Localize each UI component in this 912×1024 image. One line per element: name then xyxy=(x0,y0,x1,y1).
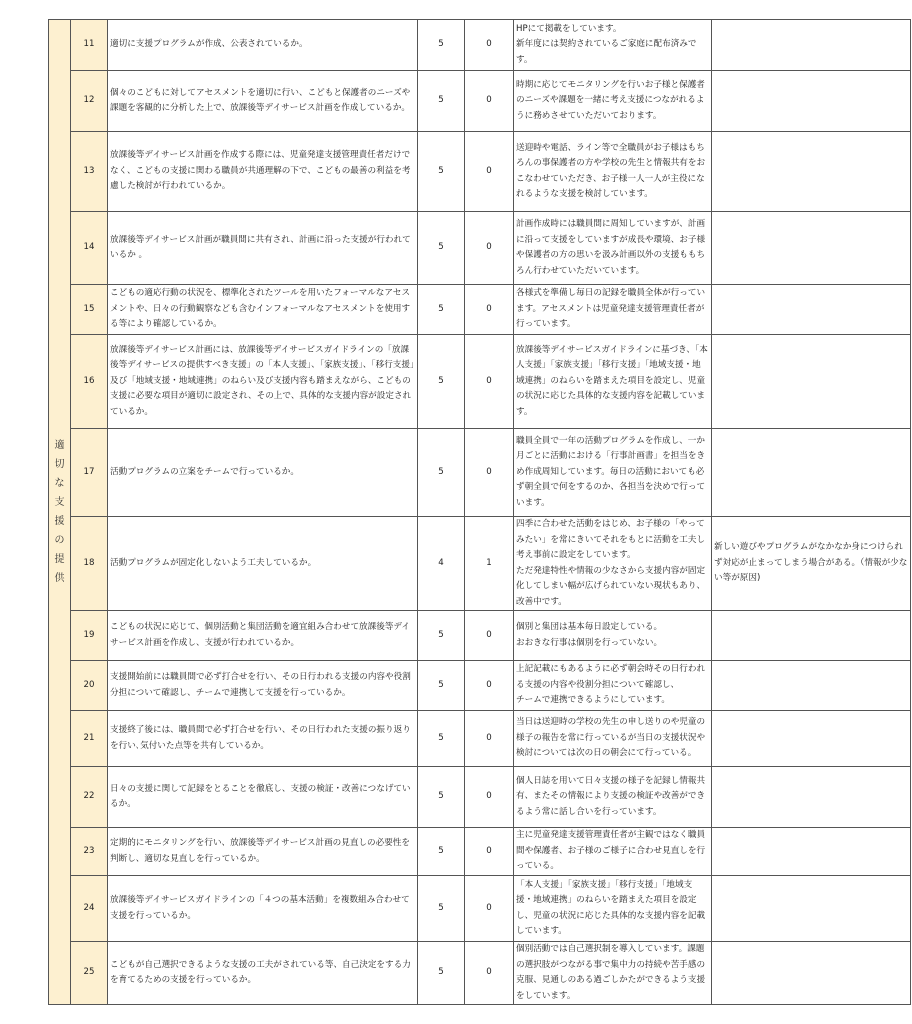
improvement-note xyxy=(712,767,911,828)
item-number: 21 xyxy=(71,711,108,767)
item-number: 24 xyxy=(71,876,108,942)
question-text: 放課後等デイサービス計画を作成する際には、児童発達支援管理責任者だけでなく、こどもの支援に関わる職員が共通理解の下で、こどもの最善の利益を考慮した検討が行われているか。 xyxy=(108,132,418,212)
improvement-note xyxy=(712,429,911,517)
yes-count: 5 xyxy=(418,71,465,132)
facility-answer: 「本人支援」「家族支援」「移行支援」「地域支援・地域連携」のねらいを踏まえた項目を設定し、児童の状況に応じた具体的な支援内容を記載しています。 xyxy=(514,876,712,942)
facility-answer: 四季に合わせた活動をはじめ、お子様の「やってみたい」を常にきいてそれをもとに活動を工夫し考え事前に設定をしています。 ただ発達特性や情報の少なさから支援内容が固定化してしまい幅が広げられていない現状もあり、改善中です。 xyxy=(514,517,712,611)
item-number: 23 xyxy=(71,828,108,876)
question-text: 放課後等デイサービスガイドラインの「４つの基本活動」を複数組み合わせて支援を行っているか。 xyxy=(108,876,418,942)
improvement-note xyxy=(712,876,911,942)
question-text: 支援開始前には職員間で必ず打合せを行い、その日行われる支援の内容や役割分担について確認し、チームで連携して支援を行っているか。 xyxy=(108,661,418,711)
item-number: 20 xyxy=(71,661,108,711)
improvement-note xyxy=(712,20,911,71)
table-row xyxy=(49,285,911,335)
question-text: 適切に支援プログラムが作成、公表されているか。 xyxy=(108,20,418,71)
yes-count: 5 xyxy=(418,429,465,517)
yes-count: 5 xyxy=(418,711,465,767)
category-label: 適切な支援の提供 xyxy=(54,440,65,584)
question-text: 活動プログラムの立案をチームで行っているか。 xyxy=(108,429,418,517)
yes-count: 4 xyxy=(418,517,465,611)
item-number: 19 xyxy=(71,611,108,661)
table-row xyxy=(49,71,911,132)
no-count: 0 xyxy=(465,611,514,661)
table-row xyxy=(49,212,911,285)
no-count: 0 xyxy=(465,285,514,335)
facility-answer: 時期に応じてモニタリングを行いお子様と保護者のニーズや課題を一緒に考え支援につながれるように務めさせていただいております。 xyxy=(514,71,712,132)
facility-answer: 放課後等デイサービスガイドラインに基づき、「本人支援」「家族支援」「移行支援」「地域支援・地域連携」のねらいを踏まえた項目を設定し、児童の状況に応じた具体的な支援内容を記載しています。 xyxy=(514,335,712,429)
item-number: 17 xyxy=(71,429,108,517)
yes-count: 5 xyxy=(418,661,465,711)
question-text: 日々の支援に関して記録をとることを徹底し、支援の検証・改善につなげているか。 xyxy=(108,767,418,828)
facility-answer: 当日は送迎時の学校の先生の申し送りのや児童の様子の報告を常に行っているが当日の支援状況や検討については次の日の朝会にて行っている。 xyxy=(514,711,712,767)
yes-count: 5 xyxy=(418,132,465,212)
improvement-note xyxy=(712,71,911,132)
item-number: 16 xyxy=(71,335,108,429)
evaluation-table xyxy=(48,19,911,1005)
item-number: 22 xyxy=(71,767,108,828)
improvement-note xyxy=(712,828,911,876)
table-row xyxy=(49,661,911,711)
no-count: 0 xyxy=(465,661,514,711)
yes-count: 5 xyxy=(418,285,465,335)
table-row xyxy=(49,828,911,876)
yes-count: 5 xyxy=(418,335,465,429)
facility-answer: 主に児童発達支援管理責任者が主観ではなく職員間や保護者、お子様のご様子に合わせ見直しを行っている。 xyxy=(514,828,712,876)
facility-answer: 各様式を準備し毎日の記録を職員全体が行っています。アセスメントは児童発達支援管理責任者が行っています。 xyxy=(514,285,712,335)
no-count: 0 xyxy=(465,212,514,285)
facility-answer: 職員全員で一年の活動プログラムを作成し、一か月ごとに活動における「行事計画書」を担当をきめ作成周知しています。毎日の活動においても必ず朝全員で何をするのか、各担当を決めで行っています。 xyxy=(514,429,712,517)
item-number: 14 xyxy=(71,212,108,285)
facility-answer: 上記記載にもあるように必ず朝会時その日行われる支援の内容や役割分担について確認し、 チームで連携できるようにしています。 xyxy=(514,661,712,711)
question-text: 支援終了後には、職員間で必ず打合せを行い、その日行われた支援の振り返りを行い､気付いた点等を共有しているか。 xyxy=(108,711,418,767)
improvement-note xyxy=(712,335,911,429)
question-text: こどもの適応行動の状況を、標準化されたツールを用いたフォーマルなアセスメントや、日々の行動観察なども含むインフォーマルなアセスメントを使用する等により確認しているか。 xyxy=(108,285,418,335)
yes-count: 5 xyxy=(418,212,465,285)
improvement-note xyxy=(712,132,911,212)
yes-count: 5 xyxy=(418,611,465,661)
facility-answer: 個別活動では自己選択制を導入しています。課題の選択肢がつながる事で集中力の持続や苦手感の克服、見通しのある過ごしかたができるよう支援をしています。 xyxy=(514,942,712,1005)
question-text: 活動プログラムが固定化しないよう工夫しているか。 xyxy=(108,517,418,611)
facility-answer: 個別と集団は基本毎日設定している。 おおきな行事は個別を行っていない。 xyxy=(514,611,712,661)
no-count: 1 xyxy=(465,517,514,611)
no-count: 0 xyxy=(465,942,514,1005)
improvement-note xyxy=(712,942,911,1005)
improvement-note xyxy=(712,212,911,285)
no-count: 0 xyxy=(465,711,514,767)
table-row xyxy=(49,711,911,767)
item-number: 18 xyxy=(71,517,108,611)
item-number: 25 xyxy=(71,942,108,1005)
item-number: 12 xyxy=(71,71,108,132)
yes-count: 5 xyxy=(418,828,465,876)
question-text: こどもの状況に応じて、個別活動と集団活動を適宜組み合わせて放課後等デイサービス計画を作成し、支援が行われているか。 xyxy=(108,611,418,661)
no-count: 0 xyxy=(465,20,514,71)
no-count: 0 xyxy=(465,335,514,429)
improvement-note xyxy=(712,661,911,711)
yes-count: 5 xyxy=(418,767,465,828)
no-count: 0 xyxy=(465,71,514,132)
table-row xyxy=(49,767,911,828)
yes-count: 5 xyxy=(418,876,465,942)
table-row xyxy=(49,429,911,517)
question-text: 個々のこどもに対してアセスメントを適切に行い、こどもと保護者のニーズや課題を客観的に分析した上で、放課後等デイサービス計画を作成しているか。 xyxy=(108,71,418,132)
item-number: 15 xyxy=(71,285,108,335)
no-count: 0 xyxy=(465,767,514,828)
no-count: 0 xyxy=(465,429,514,517)
no-count: 0 xyxy=(465,828,514,876)
table-row xyxy=(49,335,911,429)
yes-count: 5 xyxy=(418,942,465,1005)
table-row xyxy=(49,942,911,1005)
table-row xyxy=(49,20,911,71)
table-row xyxy=(49,517,911,611)
improvement-note xyxy=(712,285,911,335)
no-count: 0 xyxy=(465,132,514,212)
facility-answer: 計画作成時には職員間に周知していますが、計画に沿って支援をしていますが成長や環境、お子様や保護者の方の思いを汲み計画以外の支援ももちろん行わせていただいています。 xyxy=(514,212,712,285)
question-text: こどもが自己選択できるような支援の工夫がされている等、自己決定をする力を育てるための支援を行っているか。 xyxy=(108,942,418,1005)
table-row xyxy=(49,611,911,661)
table-row xyxy=(49,132,911,212)
question-text: 放課後等デイサービス計画が職員間に共有され、計画に沿った支援が行われているか 。 xyxy=(108,212,418,285)
category-cell xyxy=(49,20,71,1005)
item-number: 13 xyxy=(71,132,108,212)
improvement-note xyxy=(712,711,911,767)
table-row xyxy=(49,876,911,942)
facility-answer: 送迎時や電話、ライン等で全職員がお子様はもちろんの事保護者の方や学校の先生と情報共有をおこなわせていただき、お子様一人一人が主役になれるような支援を検討しています。 xyxy=(514,132,712,212)
facility-answer: HPにて掲載をしています。 新年度には契約されているご家庭に配布済みです。 xyxy=(514,20,712,71)
table-body xyxy=(49,20,911,1005)
improvement-note xyxy=(712,611,911,661)
improvement-note: 新しい遊びやプログラムがなかなか身につけられず対応が止まってしまう場合がある。（情報が少ない等が原因) xyxy=(712,517,911,611)
question-text: 定期的にモニタリングを行い、放課後等デイサービス計画の見直しの必要性を判断し、適切な見直しを行っているか。 xyxy=(108,828,418,876)
question-text: 放課後等デイサービス計画には、放課後等デイサービスガイドラインの「放課後等デイサービスの提供すべき支援」の「本人支援」、「家族支援」、「移行支援」及び「地域支援・地域連携」のねらい及び支援内容も踏まえながら、こどもの支援に必要な項目が適切に設定され、その上で、具体的な支援内容が設定されているか。 xyxy=(108,335,418,429)
yes-count: 5 xyxy=(418,20,465,71)
item-number: 11 xyxy=(71,20,108,71)
no-count: 0 xyxy=(465,876,514,942)
facility-answer: 個人日誌を用いて日々支援の様子を記録し情報共有、またその情報により支援の検証や改善ができるよう常に話し合いを行っています。 xyxy=(514,767,712,828)
